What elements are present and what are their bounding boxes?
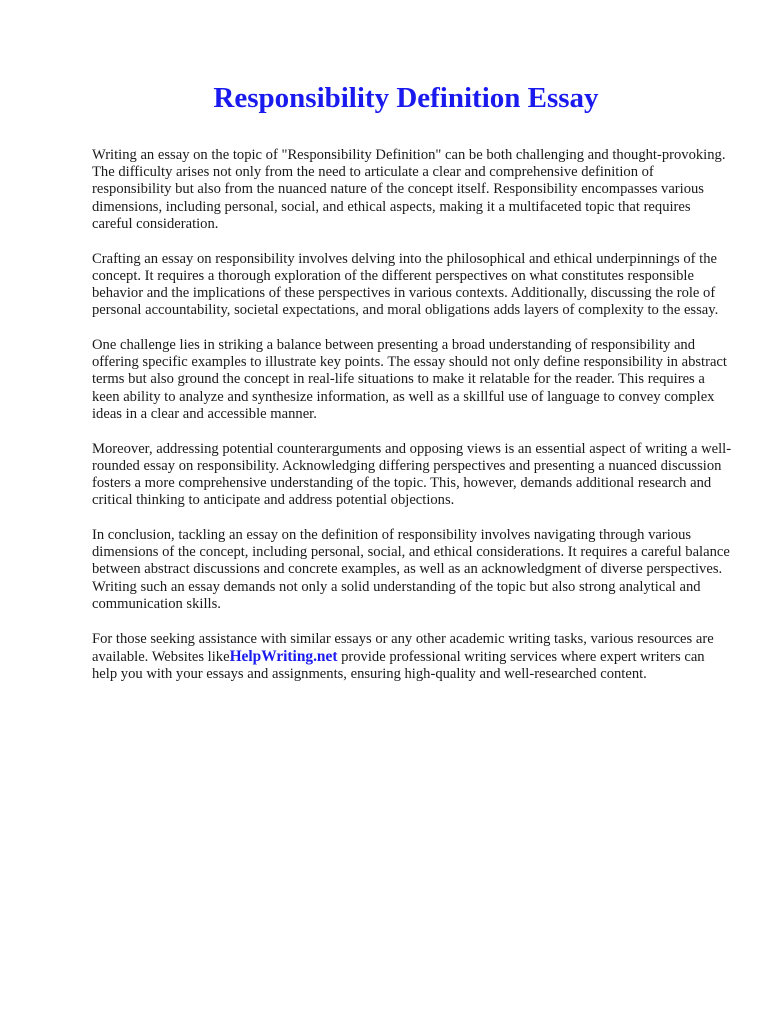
paragraph-5: In conclusion, tackling an essay on the definition of responsibility involves navigating through various dimensions of the concept, including personal, social, and ethical considerations. It requires a careful balance between abstract discussions and concrete examples, as well as an acknowledgment of diverse perspectives. Writing such an essay demands not only a solid understanding of the topic but also strong analytical and communication skills. <box>92 527 730 612</box>
paragraph-3: One challenge lies in striking a balance between presenting a broad understanding of responsibility and offering specific examples to illustrate key points. The essay should not only define responsibility in abstract terms but also ground the concept in real-life situations to make it relatable for the reader. This requires a keen ability to analyze and synthesize information, as well as a skillful use of language to convey complex ideas in a clear and accessible manner. <box>92 337 727 422</box>
paragraph-4: Moreover, addressing potential counterarguments and opposing views is an essential aspect of writing a well-rounded essay on responsibility. Acknowledging differing perspectives and presenting a nuanced discussion fosters a more comprehensive understanding of the topic. This, however, demands additional research and critical thinking to anticipate and address potential objections. <box>92 440 732 509</box>
paragraph-6-tail-text: provide professional writing services where expert writers can help you with your essays and assignments, ensuring high-quality and well-researched content. <box>92 648 705 683</box>
paragraph-1: Writing an essay on the topic of "Responsibility Definition" can be both challenging and thought-provoking. The difficulty arises not only from the need to articulate a clear and comprehensive definition of responsibility but also from the nuanced nature of the concept itself. Responsibility encompasses various dimensions, including personal, social, and ethical aspects, making it a multifaceted topic that requires careful consideration. <box>92 147 726 232</box>
page-title: Responsibility Definition Essay <box>213 82 599 114</box>
essay-body <box>92 147 732 701</box>
paragraph-6 <box>92 631 732 684</box>
paragraph-6-lead-text: For those seeking assistance with similar essays or any other academic writing tasks, various resources are available. Websites like <box>92 630 714 665</box>
helpwriting-link[interactable]: HelpWriting.net <box>229 647 338 665</box>
paragraph-2: Crafting an essay on responsibility involves delving into the philosophical and ethical underpinnings of the concept. It requires a thorough exploration of the different perspectives on what constitutes responsible behavior and the implications of these perspectives in various contexts. Additionally, discussing the role of personal accountability, societal expectations, and moral obligations adds layers of complexity to the essay. <box>92 250 719 319</box>
